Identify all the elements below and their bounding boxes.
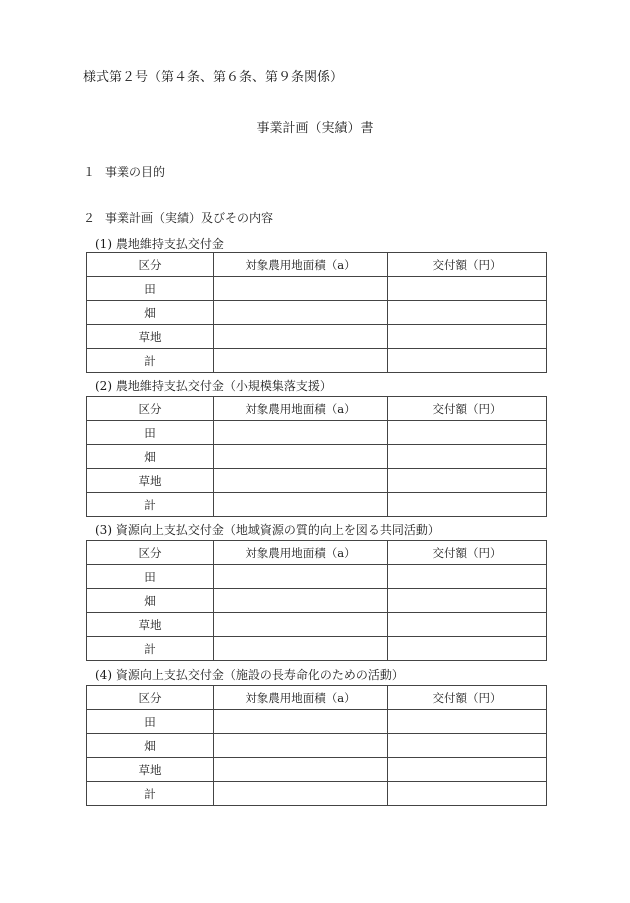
amount-cell[interactable] — [388, 277, 547, 301]
amount-cell[interactable] — [388, 613, 547, 637]
amount-cell[interactable] — [388, 589, 547, 613]
table-row — [87, 469, 547, 493]
amount-cell[interactable] — [388, 710, 547, 734]
area-cell[interactable] — [214, 589, 388, 613]
amount-cell[interactable] — [388, 758, 547, 782]
header-category: 区分 — [87, 397, 214, 421]
amount-cell[interactable] — [388, 325, 547, 349]
amount-cell[interactable] — [388, 349, 547, 373]
document-title: 事業計画（実績）書 — [256, 121, 374, 136]
row-label: 草地 — [87, 469, 214, 493]
row-label: 草地 — [87, 758, 214, 782]
row-label: 畑 — [87, 445, 214, 469]
row-label: 田 — [87, 710, 214, 734]
amount-cell[interactable] — [388, 565, 547, 589]
table-caption: (3) 資源向上支払交付金（地域資源の質的向上を図る共同活動） — [95, 523, 440, 537]
amount-cell[interactable] — [388, 301, 547, 325]
header-area: 対象農用地面積（a） — [214, 253, 388, 277]
table-row — [87, 758, 547, 782]
area-cell[interactable] — [214, 301, 388, 325]
section-title: 事業の目的 — [105, 165, 166, 179]
header-amount: 交付額（円） — [388, 686, 547, 710]
table-row — [87, 421, 547, 445]
header-category: 区分 — [87, 541, 214, 565]
area-cell[interactable] — [214, 421, 388, 445]
area-cell[interactable] — [214, 758, 388, 782]
header-area: 対象農用地面積（a） — [214, 541, 388, 565]
amount-cell[interactable] — [388, 782, 547, 806]
header-amount: 交付額（円） — [388, 253, 547, 277]
table-header-row — [87, 397, 547, 421]
row-label: 畑 — [87, 301, 214, 325]
amount-cell[interactable] — [388, 637, 547, 661]
subsidy-table-3 — [86, 540, 547, 661]
area-cell[interactable] — [214, 493, 388, 517]
table-row — [87, 325, 547, 349]
area-cell[interactable] — [214, 349, 388, 373]
table-caption: (4) 資源向上支払交付金（施設の長寿命化のための活動） — [95, 668, 404, 682]
amount-cell[interactable] — [388, 469, 547, 493]
section-number: ２ — [83, 211, 96, 225]
table-row — [87, 493, 547, 517]
table-row — [87, 349, 547, 373]
header-area: 対象農用地面積（a） — [214, 397, 388, 421]
subsidy-table-2 — [86, 396, 547, 517]
row-label: 計 — [87, 349, 214, 373]
header-category: 区分 — [87, 686, 214, 710]
area-cell[interactable] — [214, 710, 388, 734]
section-heading-plan — [83, 209, 273, 226]
area-cell[interactable] — [214, 613, 388, 637]
section-number: １ — [83, 165, 96, 179]
row-label: 草地 — [87, 613, 214, 637]
header-area: 対象農用地面積（a） — [214, 686, 388, 710]
table-row — [87, 734, 547, 758]
row-label: 畑 — [87, 734, 214, 758]
row-label: 計 — [87, 637, 214, 661]
row-label: 畑 — [87, 589, 214, 613]
table-row — [87, 565, 547, 589]
amount-cell[interactable] — [388, 421, 547, 445]
area-cell[interactable] — [214, 565, 388, 589]
area-cell[interactable] — [214, 637, 388, 661]
area-cell[interactable] — [214, 445, 388, 469]
area-cell[interactable] — [214, 277, 388, 301]
row-label: 草地 — [87, 325, 214, 349]
row-label: 田 — [87, 565, 214, 589]
table-row — [87, 589, 547, 613]
form-number: 様式第２号（第４条、第６条、第９条関係） — [83, 70, 344, 85]
section-heading-purpose — [83, 163, 165, 180]
header-amount: 交付額（円） — [388, 541, 547, 565]
row-label: 田 — [87, 277, 214, 301]
table-row — [87, 637, 547, 661]
section-title: 事業計画（実績）及びその内容 — [105, 211, 274, 225]
table-caption: (2) 農地維持支払交付金（小規模集落支援） — [95, 379, 332, 393]
table-row — [87, 613, 547, 637]
table-row — [87, 782, 547, 806]
area-cell[interactable] — [214, 469, 388, 493]
table-header-row — [87, 541, 547, 565]
area-cell[interactable] — [214, 782, 388, 806]
table-row — [87, 710, 547, 734]
table-caption: (1) 農地維持支払交付金 — [95, 237, 224, 251]
table-row — [87, 301, 547, 325]
amount-cell[interactable] — [388, 445, 547, 469]
row-label: 計 — [87, 782, 214, 806]
area-cell[interactable] — [214, 325, 388, 349]
subsidy-table-1 — [86, 252, 547, 373]
row-label: 計 — [87, 493, 214, 517]
table-header-row — [87, 686, 547, 710]
header-amount: 交付額（円） — [388, 397, 547, 421]
row-label: 田 — [87, 421, 214, 445]
header-category: 区分 — [87, 253, 214, 277]
amount-cell[interactable] — [388, 734, 547, 758]
amount-cell[interactable] — [388, 493, 547, 517]
area-cell[interactable] — [214, 734, 388, 758]
subsidy-table-4 — [86, 685, 547, 806]
table-row — [87, 445, 547, 469]
table-header-row — [87, 253, 547, 277]
table-row — [87, 277, 547, 301]
